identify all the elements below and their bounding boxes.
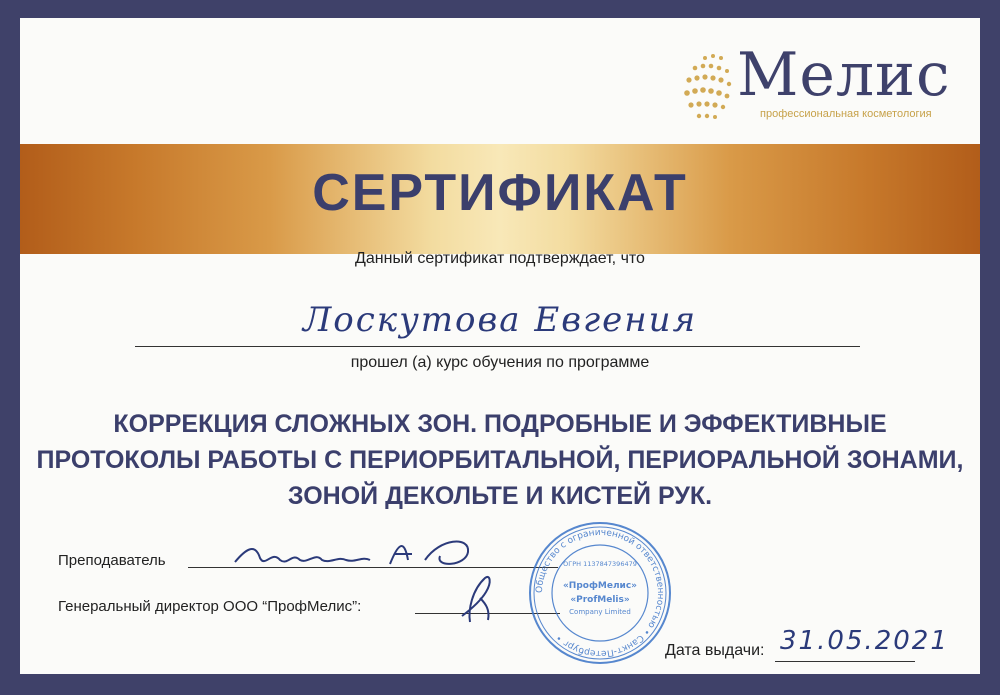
course-title-line: ЗОНОЙ ДЕКОЛЬТЕ И КИСТЕЙ РУК. (287, 482, 713, 510)
teacher-signature-icon (230, 530, 510, 575)
brand-name: Мелис (737, 40, 951, 110)
stamp-company: Company Limited (569, 608, 631, 616)
certificate-sheet (20, 18, 980, 674)
director-signature-icon (440, 570, 510, 625)
course-title-line: ПРОТОКОЛЫ РАБОТЫ С ПЕРИОРБИТАЛЬНОЙ, ПЕРИОРАЛЬНОЙ ЗОНАМИ, (36, 446, 964, 474)
company-stamp-icon (525, 518, 675, 668)
course-title (30, 406, 970, 514)
course-title-line: КОРРЕКЦИЯ СЛОЖНЫХ ЗОН. ПОДРОБНЫЕ И ЭФФЕКТИВНЫЕ (113, 410, 887, 438)
stamp-name-ru: «ПрофМелис» (562, 581, 638, 591)
melis-logo (665, 38, 965, 133)
teacher-label: Преподаватель (58, 552, 166, 569)
completed-text: прошел (а) курс обучения по программе (350, 354, 650, 371)
brand-tagline: профессиональная косметология (760, 108, 932, 120)
recipient-name: Лоскутова Евгения (302, 300, 698, 340)
certificate-title: СЕРТИФИКАТ (312, 164, 688, 222)
issue-date-line (775, 661, 915, 662)
stamp-name-en: «ProfMelis» (570, 595, 630, 605)
stamp-outer-text: Общество с ограниченной ответственностью • Санкт-Петербург • (534, 527, 666, 659)
recipient-name-line (135, 346, 860, 347)
director-label: Генеральный директор ООО “ПрофМелис”: (58, 598, 362, 615)
issue-date-label: Дата выдачи: (665, 642, 765, 659)
confirm-text: Данный сертификат подтверждает, что (355, 250, 645, 267)
issue-date-value: 31.05.2021 (780, 626, 949, 656)
stamp-ogrn: ОГРН 1137847396479 (563, 560, 637, 568)
svg-text:Общество с ограниченной ответс (535, 528, 665, 658)
